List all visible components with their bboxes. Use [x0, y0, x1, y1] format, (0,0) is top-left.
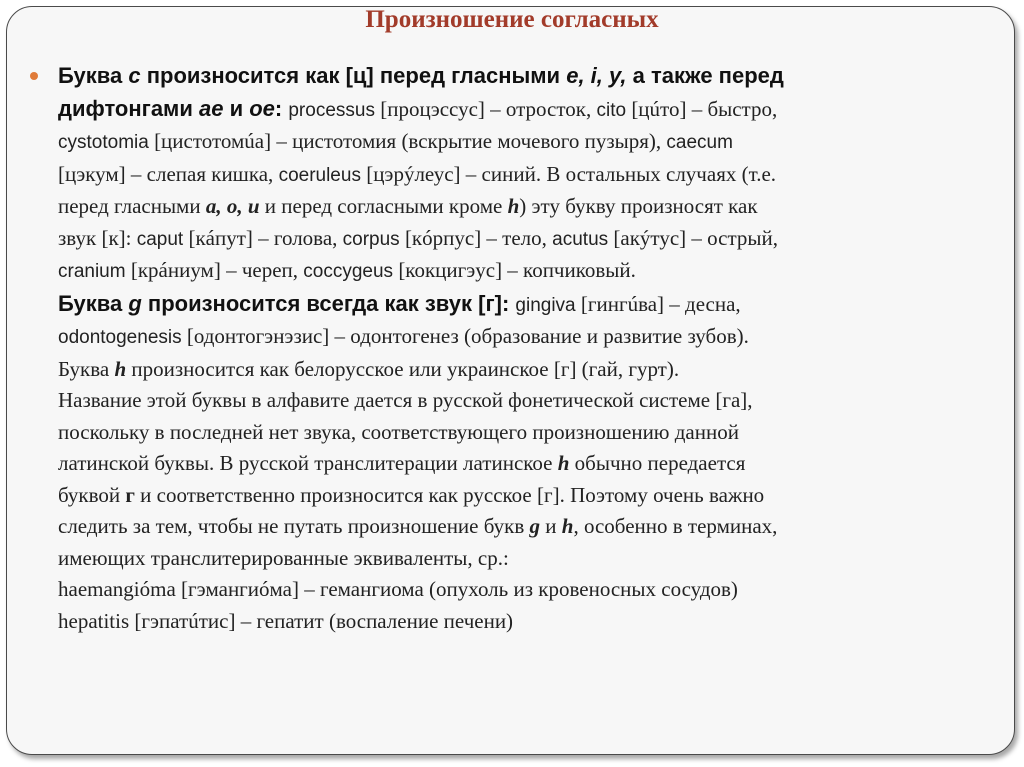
text-run: h	[557, 451, 570, 475]
text-run: [крáниум] – череп,	[125, 258, 304, 282]
text-run: [цúто] – быстро,	[626, 96, 778, 121]
text-line	[58, 223, 958, 256]
text-run: и	[223, 95, 250, 121]
bullet-icon	[30, 72, 38, 80]
text-run: и соответственно произносится как русское [г]. Поэтому очень важно	[134, 482, 765, 507]
text-run: обычно передается	[569, 451, 746, 475]
paragraph-letter-c	[58, 60, 958, 288]
text-run: и	[540, 514, 562, 538]
text-run: буквой	[58, 482, 126, 507]
text-run: cystotomia	[58, 132, 149, 153]
text-run: oe	[249, 95, 275, 121]
text-run: e, i, y,	[566, 63, 627, 88]
text-run: дифтонгами	[58, 95, 199, 121]
text-run: [акýтус] – острый,	[608, 225, 779, 250]
text-line	[58, 288, 958, 322]
text-run: h	[507, 194, 520, 218]
text-run: [цэрýлеус] – синий. В остальных случаях (т.е.	[360, 161, 777, 186]
slide-title: Произношение согласных	[365, 6, 659, 33]
text-run: :	[274, 95, 289, 121]
text-line: поскольку в последней нет звука, соответствующего произношению данной	[58, 419, 739, 444]
text-line	[58, 93, 958, 127]
text-run: caecum	[666, 132, 733, 153]
text-line: haemangióma [гэмангиóма] – гемангиома (опухоль из кровеносных сосудов)	[58, 577, 738, 601]
text-run: и перед согласными кроме	[259, 194, 508, 218]
text-run: звук [к]:	[58, 225, 137, 250]
text-run: corpus	[342, 228, 400, 250]
text-run: , особенно в терминах,	[573, 514, 778, 538]
text-run: coeruleus	[278, 164, 361, 186]
text-line	[58, 255, 958, 288]
text-line	[58, 448, 958, 480]
text-line	[58, 126, 958, 159]
text-run: а также перед	[626, 63, 784, 88]
text-run: [гингúва] – десна,	[575, 291, 741, 316]
text-run: caput	[136, 228, 184, 250]
text-run: произносится как белорусское или украинское [г] (гай, гурт).	[126, 356, 680, 381]
text-line	[58, 159, 958, 192]
text-line	[58, 511, 958, 543]
text-line	[58, 354, 958, 386]
text-run: c	[128, 63, 141, 88]
paragraph-letters-g-h	[58, 288, 958, 638]
text-run: h	[561, 514, 574, 538]
text-line	[58, 321, 958, 354]
text-run: ae	[198, 95, 224, 121]
text-run: cranium	[58, 261, 126, 282]
text-line	[58, 191, 958, 223]
text-run: Буква	[58, 63, 129, 88]
text-run: произносится как [ц] перед гласными	[140, 63, 567, 88]
text-run: odontogenesis	[58, 327, 182, 348]
text-run: gingiva	[515, 294, 576, 316]
text-run: a, o, u	[205, 194, 260, 218]
text-run: Буква	[58, 290, 129, 316]
text-run: [цэкум] – слепая кишка,	[58, 161, 279, 186]
text-line	[58, 480, 958, 512]
text-line: hepatitis [гэпатúтис] – гепатит (воспаление печени)	[58, 608, 514, 633]
text-run: Буква	[58, 356, 115, 381]
text-line	[58, 60, 958, 93]
text-line: имеющих транслитерированные эквиваленты, ср.:	[58, 545, 509, 570]
text-run: следить за тем, чтобы не путать произношение букв	[58, 514, 530, 538]
text-run: латинской буквы. В русской транслитерации латинское	[58, 451, 558, 475]
text-run: г	[125, 482, 135, 507]
text-run: [процэссус] – отросток,	[374, 96, 597, 121]
text-run: h	[114, 356, 127, 381]
slide-body	[58, 60, 958, 637]
text-line: Название этой буквы в алфавите дается в русской фонетической системе [га],	[58, 388, 753, 412]
text-run: g	[529, 514, 540, 538]
text-run: processus	[288, 99, 375, 121]
text-run: [кокцигэус] – копчиковый.	[393, 258, 636, 282]
text-run: [одонтогэнэзис] – одонтогенез (образование и развитие зубов).	[181, 324, 749, 348]
text-run: [кáпут] – голова,	[183, 225, 343, 250]
text-run: g	[128, 290, 142, 316]
text-run: acutus	[552, 228, 609, 250]
text-run: coccygeus	[303, 261, 394, 282]
text-run: [кóрпус] – тело,	[399, 225, 553, 250]
text-run: перед гласными	[58, 194, 206, 218]
text-run: ) эту букву произносят как	[519, 194, 758, 218]
text-run: произносится всегда как звук [г]:	[141, 290, 516, 316]
text-run: cito	[596, 99, 627, 121]
text-run: [цистотомúа] – цистотомия (вскрытие мочевого пузыря),	[148, 129, 667, 153]
